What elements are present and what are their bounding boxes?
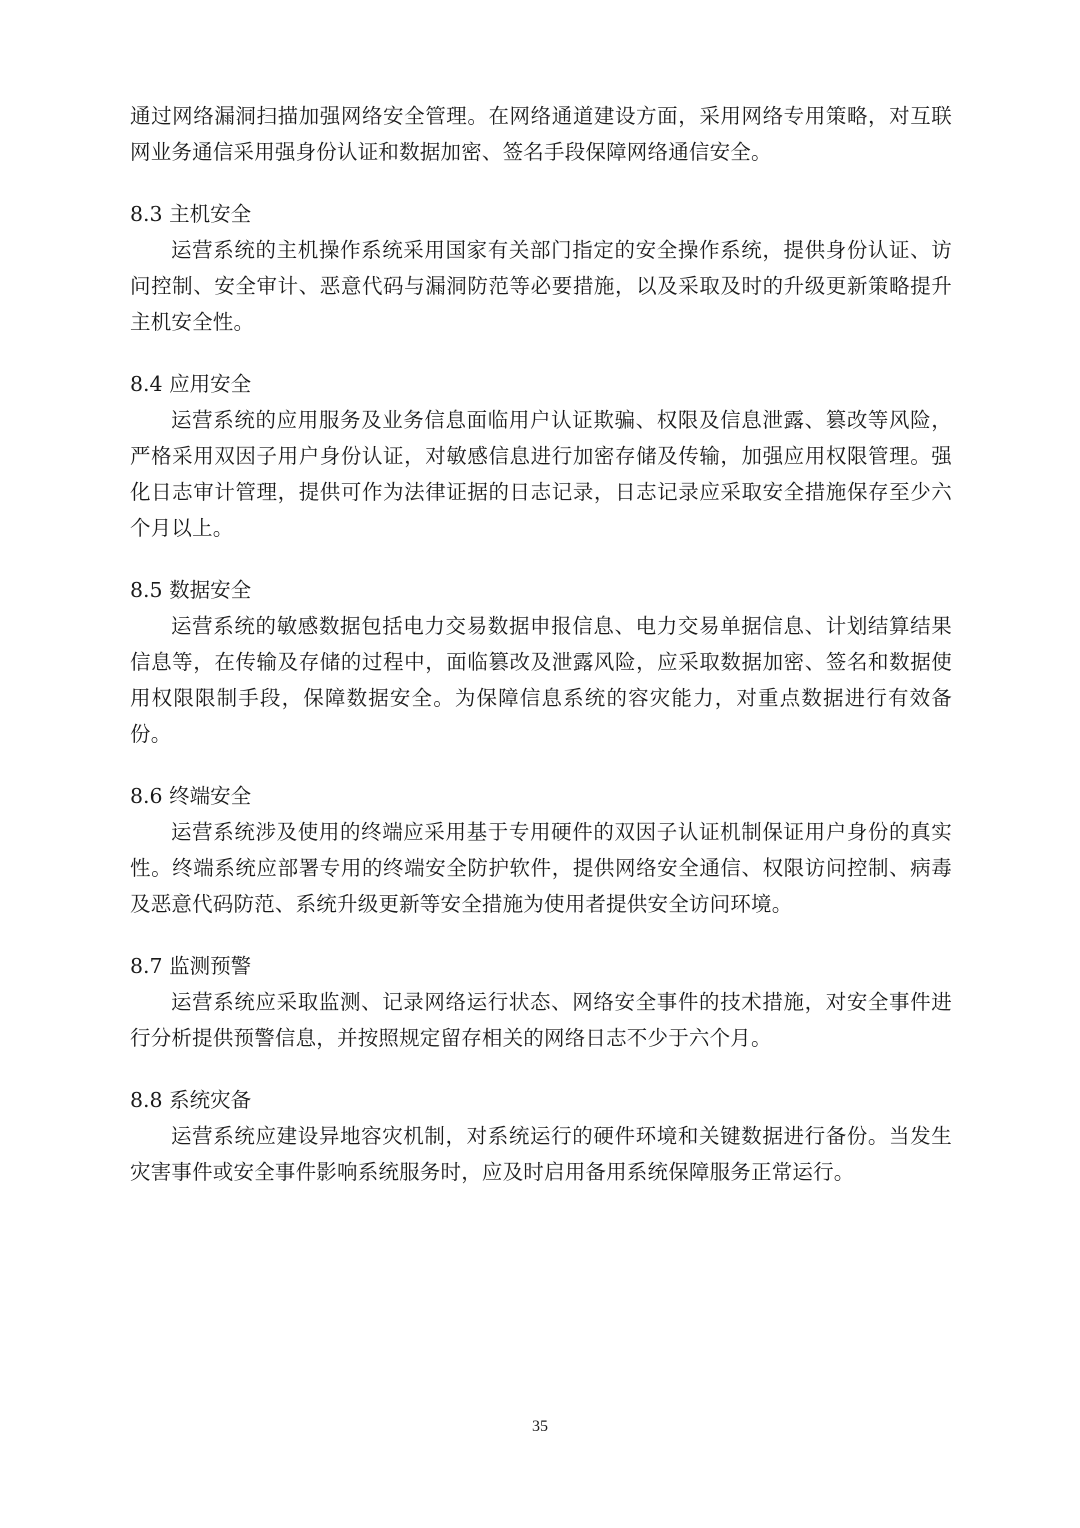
section-8-7 <box>130 948 952 1056</box>
page-number: 35 <box>532 1418 548 1435</box>
section-8-5 <box>130 572 952 752</box>
section-8-6 <box>130 778 952 922</box>
intro-paragraph: 通过网络漏洞扫描加强网络安全管理。在网络通道建设方面，采用网络专用策略，对互联网业务通信采用强身份认证和数据加密、签名手段保障网络通信安全。 <box>130 104 952 164</box>
section-heading: 8.5 数据安全 <box>130 578 252 602</box>
section-heading: 8.7 监测预警 <box>130 954 252 978</box>
section-8-8 <box>130 1082 952 1190</box>
section-body: 运营系统涉及使用的终端应采用基于专用硬件的双因子认证机制保证用户身份的真实性。终端系统应部署专用的终端安全防护软件，提供网络安全通信、权限访问控制、病毒及恶意代码防范、系统升级更新等安全措施为使用者提供安全访问环境。 <box>130 820 952 916</box>
section-8-4 <box>130 366 952 546</box>
section-body: 运营系统的敏感数据包括电力交易数据申报信息、电力交易单据信息、计划结算结果信息等，在传输及存储的过程中，面临篡改及泄露风险，应采取数据加密、签名和数据使用权限限制手段，保障数据安全。为保障信息系统的容灾能力，对重点数据进行有效备份。 <box>130 614 952 746</box>
page-content <box>130 98 952 1190</box>
section-8-3 <box>130 196 952 340</box>
section-heading: 8.3 主机安全 <box>130 202 252 226</box>
section-heading: 8.8 系统灾备 <box>130 1088 252 1112</box>
section-body: 运营系统的应用服务及业务信息面临用户认证欺骗、权限及信息泄露、篡改等风险，严格采用双因子用户身份认证，对敏感信息进行加密存储及传输，加强应用权限管理。强化日志审计管理，提供可作为法律证据的日志记录，日志记录应采取安全措施保存至少六个月以上。 <box>130 408 952 540</box>
section-body: 运营系统应采取监测、记录网络运行状态、网络安全事件的技术措施，对安全事件进行分析提供预警信息，并按照规定留存相关的网络日志不少于六个月。 <box>130 990 952 1050</box>
section-body: 运营系统应建设异地容灾机制，对系统运行的硬件环境和关键数据进行备份。当发生灾害事件或安全事件影响系统服务时，应及时启用备用系统保障服务正常运行。 <box>130 1124 952 1184</box>
section-body: 运营系统的主机操作系统采用国家有关部门指定的安全操作系统，提供身份认证、访问控制、安全审计、恶意代码与漏洞防范等必要措施，以及采取及时的升级更新策略提升主机安全性。 <box>130 238 952 334</box>
section-heading: 8.4 应用安全 <box>130 372 252 396</box>
section-heading: 8.6 终端安全 <box>130 784 252 808</box>
